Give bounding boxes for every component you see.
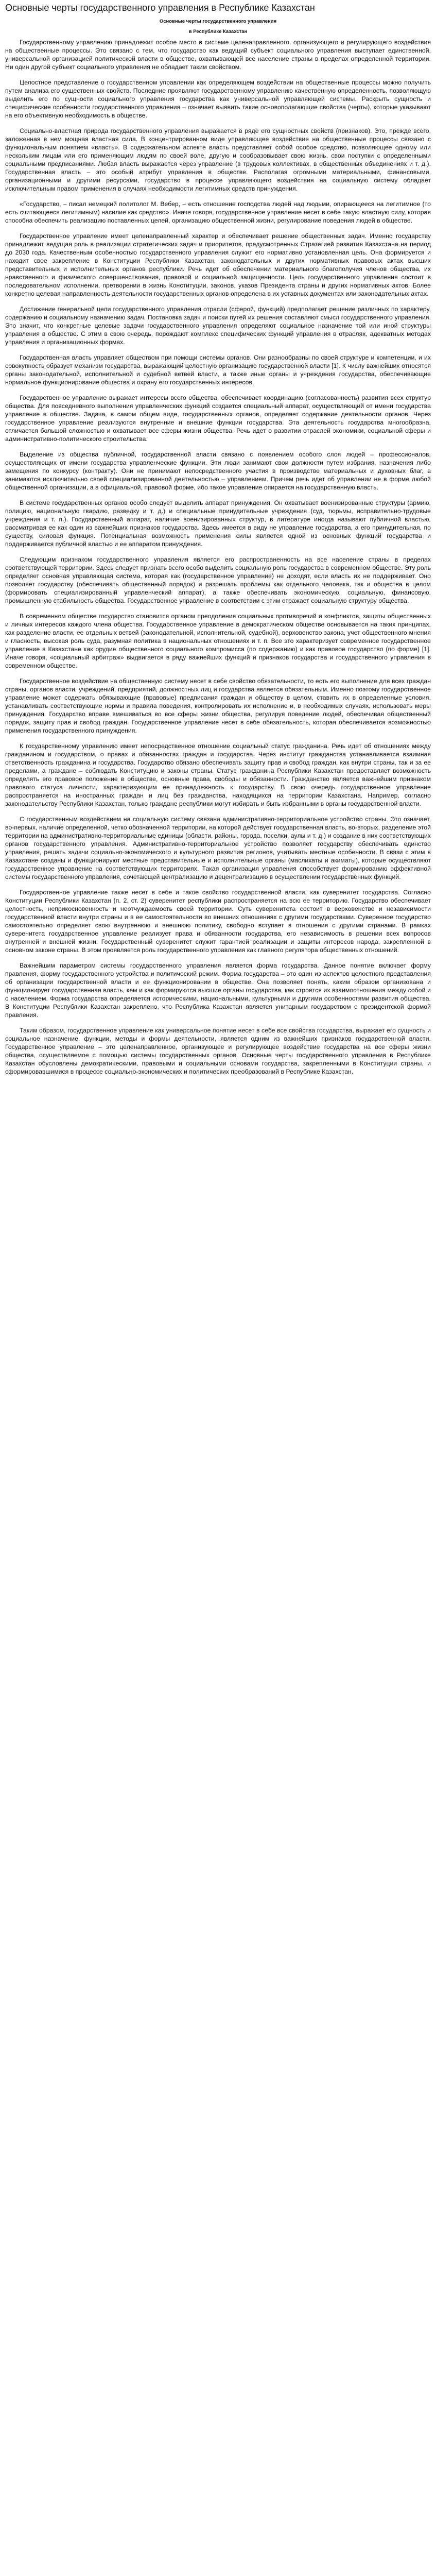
paragraph: В современном обществе государство становится органом преодоления социальных противоречий и конфликтов, защиты общественных и личных интересов каждого члена общества. Государственное управление в демократическом обществе основывается на таких принципах, как разделение власти, ее отдельных ветвей (законодательной, исполнительной, судебной), верховенство закона, учет общественного мнения и гласность, высокая роль суда, разумная политика в национальных отношениях и т. п. Все это характеризует современное государственное управление в Казахстане как орудие общественного социального компромисса (по содержанию) и как правовое государство (по форме) [1]. Иначе говоря, «социальный арбитраж» выдвигается в ряду важнейших функций и признаков государства и государственного управления в современном обществе. — [5, 613, 431, 669]
paragraph: В системе государственных органов особо следует выделить аппарат принуждения. Он охватывает военизированные структуры (армию, полицию, национальную гвардию, разведку и т. д.) и специальные принудительные учреждения (суд, тюрьмы, исправительно-трудовые учреждения и т. п.). Государственный аппарат, наличие военизированных структур, в литературе иногда называют публичной властью, рассматривая ее как один из важнейших признаков государства. Здесь имеется в виду не управление государства, а его принудительная, по существу, силовая функция. Потенциальная возможность применения силы является одной из основных функций государства и поддерживается публичной властью и ее аппаратом принуждения. — [5, 499, 431, 548]
document-section-label: в Республике Казахстан — [188, 29, 248, 35]
paragraph: Важнейшим параметром системы государственного управления является форма государства. Данное понятие включает форму правления, форму государственного устройства и политический режим. Форма государства – это один из аспектов целостного представления об организации государственной власти и ее функционировании в обществе. Она позволяет понять, каким образом организована и функционирует государственная власть, кем и как формируются высшие органы государства, как строятся их взаимоотношения между собой и с населением. Форма государства определяется историческими, национальными, культурными и другими особенностями развития общества. В Конституции Республики Казахстан закреплено, что Республика Казахстан является унитарным государством с президентской формой правления. — [5, 962, 431, 1019]
paragraph: Государственное воздействие на общественную систему несет в себе свойство обязательности, то есть его выполнение для всех граждан страны, органов власти, учреждений, предприятий, должностных лиц и государства является обязательным. Именно поэтому государственное управление может содержать обязывающие (правовые) предписания граждан и обществу в целом, ставить их в определенные условия, устанавливать соответствующие нормы и правила поведения, контролировать их исполнение и, в необходимых случаях, использовать меры принуждения. Государство вправе вмешиваться во все сферы жизни общества, регулируя поведение людей, обеспечивая общественный порядок, защиту прав и свобод граждан. Государственное управление несет в себе обязательность, которая обеспечивается возможностью применения государственного принуждения. — [5, 677, 431, 734]
paragraph: Государственное управление также несет в себе и такое свойство государственной власти, как суверенитет государства. Согласно Конституции Республики Казахстан (п. 2, ст. 2) суверенитет республики распространяется на всю ее территорию. Государство обеспечивает целостность, неприкосновенность и неотчуждаемость своей территории. Суть суверенитета состоит в верховенстве и независимости государственной власти внутри страны и в ее самостоятельности во внешних отношениях с другими государствами. Суверенное государство самостоятельно определяет свою внутреннюю и внешнюю политику, свободно вступает в отношения с другими странами. В рамках суверенитета государственное управление реализует права и обязанности государства, его независимость в решении всех вопросов внутренней и внешней жизни. Государственный суверенитет служит гарантией реализации и защиты интересов народа, закрепленной в основном законе страны. В этом проявляется роль государственного управления как главного регулятора общественных отношений. — [5, 889, 431, 954]
document-title: Основные черты государственного управления в Республике Казахстан — [5, 3, 315, 13]
paragraph: Государственное управление имеет целенаправленный характер и обеспечивает решение общественных задач. Именно государству принадлежит ведущая роль в реализации стратегических задач и приоритетов, предусмотренных Стратегией развития Казахстана на период до 2030 года. Качественным особенностью государственного управления служит его нормативно установленная цель. Она формируется и находит свое закрепление в Конституции Республики Казахстан, законодательных и других нормативных правовых актах высших представительных и исполнительных органов республики. Речь идет об обеспечении материального благополучия членов общества, их нравственного и физического совершенствования, правовой и социальной защищенности. Цель государственного управления состоит в последовательном исполнении, претворении в жизнь Конституции, законов, указов Президента страны и других нормативных актов. Более конкретно целевая направленность деятельности государственных органов определена в их уставных документах или законодательных актах. — [5, 232, 431, 297]
paragraph: Следующим признаком государственного управления является его распространенность на все население страны в пределах соответствующей территории. Здесь следует признать всего особо выделить социальную роль государства в современном обществе. Эту роль определяет основная управляющая система, которая как (государственное управление) не доходят, если власть их не поддерживает. Оно позволяет государству (обеспечивать общественный порядок) и разрешать проблемы как отдельного человека, так и общества в целом (формировать специализированный управленческий аппарат), а также обеспечивать экономическую, социальную, финансовую, промышленную стабильность общества. Государственное управление в соответствии с этим отражает социальную структуру общества. — [5, 556, 431, 604]
document-subtitle: Основные черты государственного управления — [159, 19, 277, 24]
paragraph: Государственное управление выражает интересы всего общества, обеспечивает координацию (согласованность) развития всех структур общества. Для повседневного выполнения управленческих функций создается специальный аппарат, осуществляющий от имени государства управление в обществе. Задача, в самом общем виде, государственных органов, определяет содержание деятельности органов. Через государственное управление реализуются внутренние и внешние функции государства. Эта деятельность государства многообразна, отличается большой сложностью и охватывает все сферы жизни общества. Речь идет о развитии отраслей экономики, социальной сферы и административно-политического строительства. — [5, 394, 431, 443]
paragraph: Целостное представление о государственном управлении как определяющем воздействии на общественные процессы можно получить путем анализа его существенных свойств. Последние проявляют государственному управлению качественную определенность, позволяющую выделить его по сущности социального управления государства как универсальной управляющей системы. Раскрыть сущность и специфические особенности государственного управления – означает выявить такие основополагающие свойства (черты), которые указывают на его объективную необходимость в обществе. — [5, 79, 431, 119]
paragraph: Государственная власть управляет обществом при помощи системы органов. Они разнообразны по своей структуре и компетенции, и их совокупность образует механизм государства, выражающий целостную организацию государственной власти [1]. К числу важнейших относятся органы законодательной, исполнительной и судебной ветвей власти, а также иные органы и учреждения государства, обеспечивающие нормальное функционирование общества и охрану его государственных интересов. — [5, 354, 431, 386]
paragraph: Таким образом, государственное управление как универсальное понятие несет в себе все свойства государства, выражает его сущность и социальное назначение, функции, методы и формы деятельности, является одним из важнейших признаков государственной власти. Государственное управление – это целенаправленное, организующее и регулирующее воздействие государства на все сферы жизни общества, осуществляемое с помощью системы государственных органов. Основные черты государственного управления в Республике Казахстан обусловлены демократическими, правовыми и социальными основами государства, закрепленными в Конституции страны, и сформировавшимися в процессе социально-экономических и политических преобразований в Республике Казахстан. — [5, 1027, 431, 1075]
paragraph: К государственному управлению имеет непосредственное отношение социальный статус гражданина. Речь идет об отношениях между гражданином и государством, о правах и обязанностях граждан и государства. Через институт гражданства устанавливается взаимная ответственность гражданина и государства. Государство обязано обеспечивать защиту прав и свобод граждан, как внутри страны, так и за ее пределами, а граждане – соблюдать Конституцию и законы страны. Статус гражданина Республики Казахстан предоставляет возможность определять его правовое положение в обществе, основные права, свободы и обязанности. Гражданство является важнейшим признаком правового статуса личности, характеризующим ее принадлежность к государству. В свою очередь государственное управление распространяется на иностранных граждан и лиц без гражданства, находящихся на территории Казахстана. Например, согласно законодательству Республики Казахстан, только граждане республики могут избирать и быть избранными в органы государственной власти. — [5, 742, 431, 807]
document-page — [0, 0, 436, 1088]
paragraph: «Государство, – писал немецкий политолог М. Вебер, – есть отношение господства людей над людьми, опирающееся на легитимное (то есть считающееся легитимным) насилие как средство». Иначе говоря, государственное управление несет в себе такую властную силу, которая способна обеспечить реализацию поставленных целей, организацию общественной жизни, регулирование поведения людей в обществе. — [5, 200, 431, 224]
paragraph: Выделение из общества публичной, государственной власти связано с появлением особого слоя людей – профессионалов, осуществляющих от имени государства управленческие функции. Эти люди занимают свои должности путем избрания, назначения либо замещения по конкурсу (контракту). Они не принимают непосредственного участия в производстве материальных и духовных благ, а занимаются исключительно своей специализированной деятельностью – управлением. Причем речь идет об управлении не в форме любой общественной организации, а в официальной, правовой форме, ибо такое управление опирается на государственную власть. — [5, 451, 431, 491]
paragraph: Достижение генеральной цели государственного управления отрасли (сферой, функций) предполагает решение различных по характеру, содержанию и социальному назначению задач. Постановка задач и поиски путей их решения составляют смысл государственного управления. Это значит, что конкретные целевые задачи государственного управления определяют социальное назначение той или иной структуры управления в обществе. С этим в свою очередь, порождают комплекс специфических функций управления в отраслях, адекватных методах управления и организационных формах. — [5, 306, 431, 346]
paragraph: С государственным воздействием на социальную систему связана административно-территориальное устройство страны. Это означает, во-первых, наличие определенной, четко обозначенной территории, на которой действует государственная власть, во-вторых, разделение этой территории на административно-территориальные единицы (области, районы, города, поселки, аулы и т. д.) и создание в них соответствующих органов государственного управления. Административно-территориальное устройство позволяет государству обеспечивать единство управления, решать задачи социально-экономического и культурного развития регионов, учитывать местные особенности. В связи с этим в Казахстане созданы и функционируют местные представительные и исполнительные органы (маслихаты и акиматы), которые осуществляют государственное управление на соответствующих территориях. Такая организация управления способствует формированию эффективной системы государственного управления, сочетающей централизацию и децентрализацию в осуществлении государственных функций. — [5, 816, 431, 880]
paragraph: Государственному управлению принадлежит особое место в системе целенаправленного, организующего и регулирующего воздействия на общественные процессы. Это связано с тем, что государство как ведущий субъект социального управления выступает единственной, универсальной организацией политической власти в обществе, охватывающей все население страны в пределах определенной территории. Ни один другой субъект социального управления не обладает таким свойством. — [5, 39, 431, 71]
paragraph: Социально-властная природа государственного управления выражается в ряде его сущностных свойств (признаков). Это, прежде всего, заложенная в нем мощная властная сила. В концентрированном виде управляющее воздействие на общественные процессы связано с функциональным понятием «власть». В содержательном аспекте власть представляет собой особое средство, позволяющее одному или нескольким лицам или его применяющим людям по своей воле, другую и сообразовывает свою жизнь, свои поступки с определенными социальными предписаниями. Любая власть выражается через управление (в трудовых коллективах, в общественных объединениях и т. д.). Государственная власть – это особый атрибут управления в обществе. Располагая огромными материальными, финансовыми, организационными и другими ресурсами, государство в процессе управляющего воздействия на социальную систему обладает исключительным правом применения в случаях необходимости легитимных средств принуждения. — [5, 127, 431, 192]
